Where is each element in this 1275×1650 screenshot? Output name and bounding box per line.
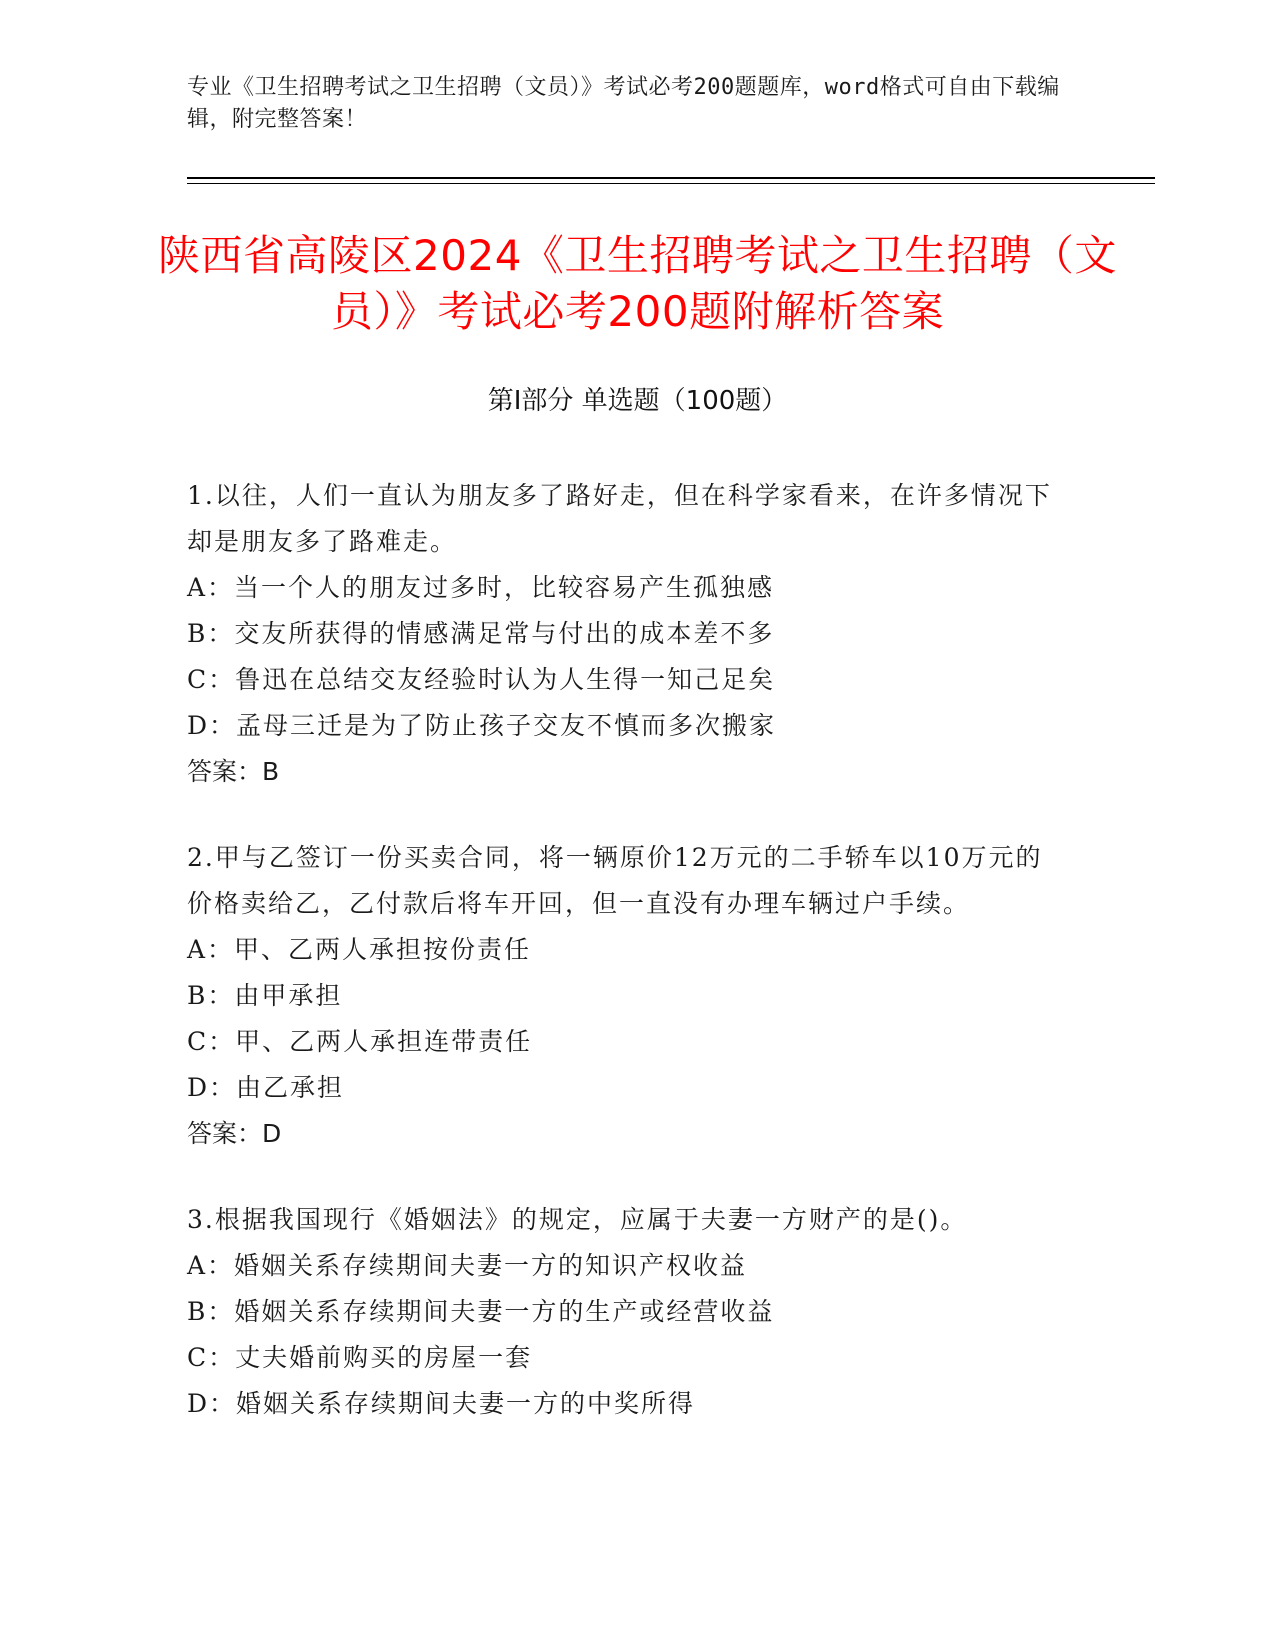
- option-d: D：由乙承担: [187, 1073, 345, 1102]
- question-stem: 1.以往，人们一直认为朋友多了路好走，但在科学家看来，在许多情况下却是朋友多了路难走。: [187, 481, 1052, 556]
- option-b: B：由甲承担: [187, 981, 343, 1010]
- question-3: [187, 1197, 1067, 1427]
- option-c: C：丈夫婚前购买的房屋一套: [187, 1343, 533, 1372]
- option-a: A：甲、乙两人承担按份责任: [187, 935, 532, 964]
- option-c: C：鲁迅在总结交友经验时认为人生得一知己足矣: [187, 665, 776, 694]
- answer-line: 答案：D: [187, 1119, 282, 1148]
- question-list: [187, 473, 1067, 1467]
- question-stem: 2.甲与乙签订一份买卖合同，将一辆原价12万元的二手轿车以10万元的价格卖给乙，乙付款后将车开回，但一直没有办理车辆过户手续。: [187, 843, 1043, 918]
- option-b: B：交友所获得的情感满足常与付出的成本差不多: [187, 619, 775, 648]
- option-d: D：孟母三迁是为了防止孩子交友不慎而多次搬家: [187, 711, 777, 740]
- header-note: 专业《卫生招聘考试之卫生招聘（文员）》考试必考200题题库，word格式可自由下载编辑，附完整答案！: [187, 75, 1060, 132]
- section-title: 第Ⅰ部分 单选题（100题）: [487, 386, 788, 416]
- header-divider-thin: [187, 183, 1155, 184]
- question-stem: 3.根据我国现行《婚姻法》的规定，应属于夫妻一方财产的是()。: [187, 1205, 968, 1234]
- document-title: 陕西省高陵区2024《卫生招聘考试之卫生招聘（文员）》考试必考200题附解析答案: [158, 231, 1117, 336]
- question-1: [187, 473, 1067, 795]
- option-c: C：甲、乙两人承担连带责任: [187, 1027, 533, 1056]
- answer-line: 答案：B: [187, 757, 280, 786]
- option-a: A：婚姻关系存续期间夫妻一方的知识产权收益: [187, 1251, 748, 1280]
- question-2: [187, 835, 1067, 1157]
- option-a: A：当一个人的朋友过多时，比较容易产生孤独感: [187, 573, 775, 602]
- header-divider-thick: [187, 177, 1155, 179]
- option-d: D：婚姻关系存续期间夫妻一方的中奖所得: [187, 1389, 696, 1418]
- option-b: B：婚姻关系存续期间夫妻一方的生产或经营收益: [187, 1297, 775, 1326]
